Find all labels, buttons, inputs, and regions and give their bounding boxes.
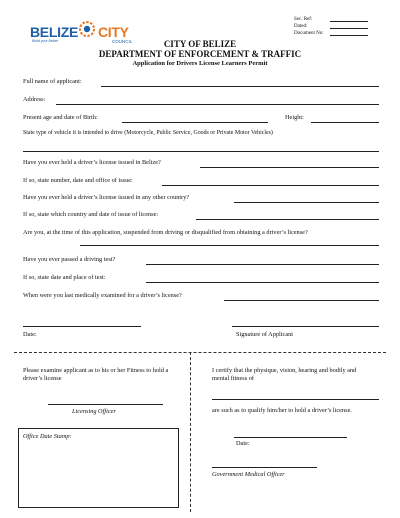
address-label: Address: bbox=[23, 96, 46, 103]
test-place-line[interactable] bbox=[146, 282, 379, 283]
passed-test-label: Have you ever passed a driving test? bbox=[23, 256, 116, 263]
suspended-label: Are you, at the time of this application, suspended from driving or disqualified from obtaining a driver’s license? bbox=[23, 229, 308, 236]
medical-date-line[interactable] bbox=[234, 437, 347, 438]
examine-instruction: Please examine applicant as to his or her Fitness to hold a driver’s license bbox=[23, 367, 169, 382]
qualify-text: are such as to qualify him/her to hold a driver’s license. bbox=[212, 407, 352, 414]
vehicle-type-label: State type of vehicle it is intended to drive (Motorcycle, Public Service, Goods or Private Motor Vehicles) bbox=[23, 130, 273, 136]
dated-line[interactable] bbox=[330, 28, 368, 29]
document-no-line[interactable] bbox=[330, 35, 368, 36]
state-number-label: If so, state number, date and office of issue: bbox=[23, 177, 133, 184]
test-place-label: If so, state date and place of test: bbox=[23, 274, 106, 281]
logo-word-belize: BELIZE bbox=[30, 24, 78, 40]
state-country-line[interactable] bbox=[196, 219, 379, 220]
office-date-stamp-box bbox=[18, 428, 179, 508]
full-name-line[interactable] bbox=[101, 86, 379, 87]
state-country-label: If so, state which country and date of issue of license: bbox=[23, 211, 159, 218]
medical-label: When were you last medically examined for a driver’s license? bbox=[23, 292, 182, 299]
date-label: Date: bbox=[23, 331, 37, 338]
address-line[interactable] bbox=[56, 104, 379, 105]
medical-date-label: Date: bbox=[236, 440, 250, 447]
age-dob-line[interactable] bbox=[122, 122, 268, 123]
applicant-signature-line[interactable] bbox=[232, 326, 379, 327]
applicant-name-line[interactable] bbox=[212, 399, 379, 400]
state-number-line[interactable] bbox=[162, 185, 379, 186]
medical-line[interactable] bbox=[224, 300, 379, 301]
logo-word-city: CITY bbox=[98, 24, 129, 40]
held-belize-label: Have you ever held a driver’s license issued in Belize? bbox=[23, 159, 161, 166]
held-belize-line[interactable] bbox=[200, 167, 379, 168]
medical-officer-line[interactable] bbox=[212, 467, 317, 468]
full-name-label: Full name of applicant: bbox=[23, 78, 82, 85]
held-other-label: Have you ever held a driver’s license issued in any other country? bbox=[23, 194, 190, 201]
dated-label: Dated: bbox=[294, 24, 308, 29]
vehicle-type-line[interactable] bbox=[23, 151, 379, 152]
section-divider bbox=[14, 352, 386, 353]
licensing-officer-line[interactable] bbox=[48, 404, 163, 405]
passed-test-line[interactable] bbox=[146, 264, 379, 265]
certify-text: I certify that the physique, vision, hearing and bodily and mental fitness of bbox=[212, 367, 357, 382]
suspended-line[interactable] bbox=[80, 245, 379, 246]
logo-council: COUNCIL bbox=[112, 39, 133, 44]
logo-tagline: Build your Belize bbox=[32, 39, 59, 43]
department-title: DEPARTMENT OF ENFORCEMENT & TRAFFIC bbox=[98, 49, 302, 59]
height-line[interactable] bbox=[311, 122, 379, 123]
column-divider bbox=[190, 352, 191, 512]
licensing-officer-label: Licensing Officer bbox=[72, 408, 116, 415]
ref-line[interactable] bbox=[330, 21, 368, 22]
logo-emblem-icon bbox=[78, 20, 96, 38]
applicant-signature-label: Signature of Applicant bbox=[236, 331, 294, 338]
office-date-stamp-label: Office Date Stamp: bbox=[23, 433, 72, 440]
document-no-label: Document No: bbox=[294, 31, 324, 36]
held-other-line[interactable] bbox=[234, 202, 379, 203]
age-dob-label: Present age and date of Birth: bbox=[23, 114, 98, 121]
height-label: Height: bbox=[285, 114, 304, 121]
page-title: CITY OF BELIZE bbox=[163, 39, 237, 49]
medical-officer-label: Government Medical Officer bbox=[212, 471, 285, 478]
ref-label: Sec. Ref: bbox=[294, 17, 313, 22]
date-line[interactable] bbox=[23, 326, 141, 327]
form-subtitle: Application for Drivers License Learners Permit bbox=[132, 60, 268, 67]
